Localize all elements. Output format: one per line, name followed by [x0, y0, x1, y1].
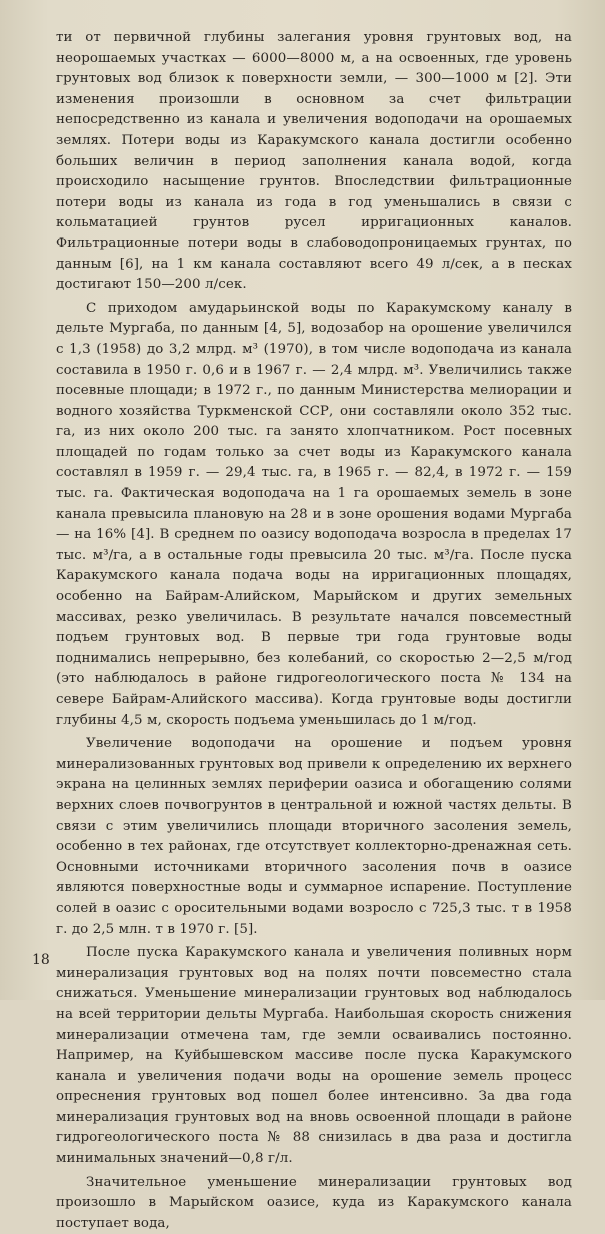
paragraph-3: Увеличение водоподачи на орошение и подъем уровня минерализованных грунтовых вод привели к определению их верхнего экрана на целинных землях периферии оазиса и обогащению солями верхних слоев почвогрунтов в центральной и южной частях дельты. В связи с этим увеличились площади вторичного засоления земель, особенно в тех районах, где отсутствует коллекторно-дренажная сеть. Основными источниками вторичного засоления почв в оазисе являются поверхностные воды и суммарное испарение. Поступление солей в оазис с оросительными водами возросло с 725,3 тыс. т в 1958 г. до 2,5 млн. т в 1970 г. [5].	[56, 736, 572, 937]
page-number: 18	[32, 952, 50, 968]
paragraph-2: С приходом амударьинской воды по Каракумскому каналу в дельте Мургаба, по данным [4, 5], водозабор на орошение увеличился с 1,3 (1958) до 3,2 млрд. м³ (1970), в том числе водоподача из канала составила в 1950 г. 0,6 и в 1967 г. — 2,4 млрд. м³. Увеличились также посевные площади; в 1972 г., по данным Министерства мелиорации и водного хозяйства Туркменской ССР, они составляли около 352 тыс. га, из них около 200 тыс. га занято хлопчатником. Рост посевных площадей по годам только за счет воды из Каракумского канала составлял в 1959 г. — 29,4 тыс. га, в 1965 г. — 82,4, в 1972 г. — 159 тыс. га. Фактическая водоподача на 1 га орошаемых земель в зоне канала превысила плановую на 28 и в зоне орошения водами Мургаба — на 16% [4]. В среднем по оазису водоподача возросла в пределах 17 тыс. м³/га, а в остальные годы превысила 20 тыс. м³/га. После пуска Каракумского канала подача воды на ирригационных площадях, особенно на Байрам-Алийском, Марыйском и других земельных массивах, резко увеличилась. В результате начался повсеместный подъем грунтовых вод. В первые три года грунтовые воды поднимались непрерывно, без колебаний, со скоростью 2—2,5 м/год (это наблюдалось в районе гидрогеологического поста № 134 на севере Байрам-Алийского массива). Когда грунтовые воды достигли глубины 4,5 м, скорость подъема уменьшилась до 1 м/год.	[56, 300, 572, 728]
paragraph-1: ти от первичной глубины залегания уровня грунтовых вод, на неорошаемых участках — 6000—8000 м, а на освоенных, где уровень грунтовых вод близок к поверхности земли, — 300—1000 м [2]. Эти изменения произошли в основном за счет фильтрации непосредственно из канала и увеличения водоподачи на орошаемых землях. Потери воды из Каракумского канала достигли особенно больших величин в период заполнения канала водой, когда происходило насыщение грунтов. Впоследствии фильтрационные потери воды из канала из года в год уменьшались в связи с кольматацией грунтов русел ирригационных каналов. Фильтрационные потери воды в слабоводопроницаемых грунтах, по данным [6], на 1 км канала составляют всего 49 л/сек, а в песках достигают 150—200 л/сек.	[56, 30, 572, 293]
paragraph-5: Значительное уменьшение минерализации грунтовых вод произошло в Марыйском оазисе, куда из Каракумского канала поступает вода,	[56, 1174, 572, 1231]
paragraph-4: После пуска Каракумского канала и увеличения поливных норм минерализация грунтовых вод на полях почти повсеместно стала снижаться. Уменьшение минерализации грунтовых вод наблюдалось на всей территории дельты Мургаба. Наибольшая скорость снижения минерализации отмечена там, где земли осваивались постоянно. Например, на Куйбышевском массиве после пуска Каракумского канала и увеличения подачи воды на орошение земель процесс опреснения грунтовых вод пошел более интенсивно. За два года минерализация грунтовых вод на вновь освоенной площади в районе гидрогеологического поста № 88 снизилась в два раза и достигла минимальных значений—0,8 г/л.	[56, 945, 572, 1167]
body-text	[56, 28, 572, 1234]
